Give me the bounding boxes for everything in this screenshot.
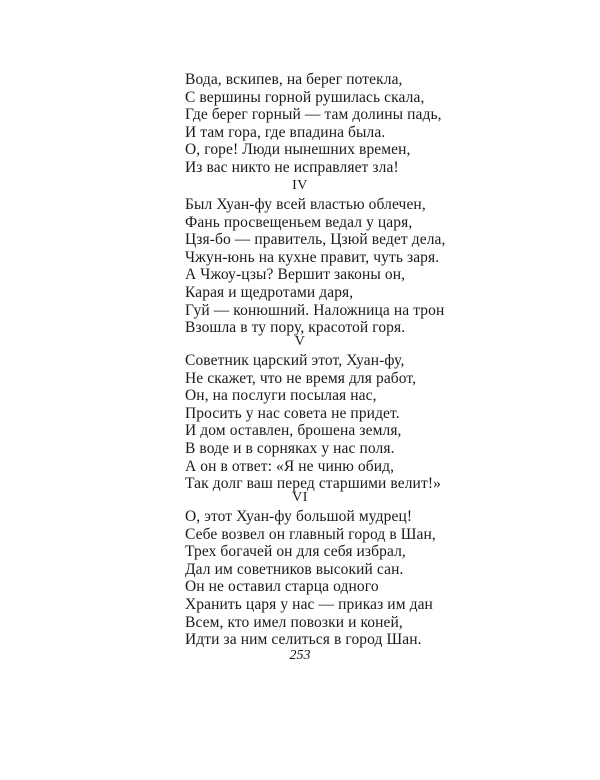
verse-line: А Чжоу-цзы? Вершит законы он, xyxy=(185,266,406,284)
verse-line: Гуй — конюшний. Наложница на трон xyxy=(185,301,445,319)
verse-line: О, этот Хуан-фу большой мудрец! xyxy=(185,508,413,525)
verse-line: Где берег горный — там долины падь, xyxy=(185,106,442,124)
verse-line: Карая и щедротами даря, xyxy=(185,283,354,301)
verse-line: Себе возвел он главный город в Шан, xyxy=(185,525,436,543)
verse-line: Он не оставил старца одного xyxy=(185,578,379,596)
stanza-heading: V xyxy=(294,334,306,349)
verse-line: Цзя-бо — правитель, Цзюй ведет дела, xyxy=(185,231,446,249)
verse-line: В воде и в сорняках у нас поля. xyxy=(185,439,395,457)
stanza-heading: IV xyxy=(292,178,308,193)
stanza xyxy=(185,508,436,649)
stanza xyxy=(185,71,442,177)
verse-line: Взошла в ту пору, красотой горя. xyxy=(185,319,406,337)
page-number: 253 xyxy=(289,648,311,663)
verse-line: Так долг ваш перед старшими велит!» xyxy=(185,475,441,493)
verse-line: Вода, вскипев, на берег потекла, xyxy=(185,71,403,88)
stanza-heading: VI xyxy=(292,490,308,505)
stanza xyxy=(185,352,441,493)
verse-line: Идти за ним селиться в город Шан. xyxy=(185,631,422,649)
verse-line: И там гора, где впадина была. xyxy=(185,123,386,141)
verse-line: Просить у нас совета не придет. xyxy=(185,404,400,422)
verse-line: Был Хуан-фу всей властью облечен, xyxy=(185,196,426,213)
verse-line: Дал им советников высокий сан. xyxy=(185,560,404,578)
verse-line: Из вас никто не исправляет зла! xyxy=(185,158,399,176)
verse-line: А он в ответ: «Я не чиню обид, xyxy=(185,457,395,475)
verse-line: С вершины горной рушилась скала, xyxy=(185,88,425,106)
verse-line: Советник царский этот, Хуан-фу, xyxy=(185,352,405,369)
verse-line: И дом оставлен, брошена земля, xyxy=(185,422,402,440)
verse-line: О, горе! Люди нынешних времен, xyxy=(185,141,411,159)
verse-line: Не скажет, что не время для работ, xyxy=(185,369,417,387)
verse-line: Хранить царя у нас — приказ им дан xyxy=(185,595,433,613)
verse-line: Он, на послуги посылая нас, xyxy=(185,387,377,405)
stanza xyxy=(185,196,445,337)
verse-line: Чжун-юнь на кухне правит, чуть заря. xyxy=(185,248,440,266)
verse-line: Фань просвещеньем ведал у царя, xyxy=(185,213,413,231)
verse-line: Трех богачей он для себя избрал, xyxy=(185,543,406,561)
verse-line: Всем, кто имел повозки и коней, xyxy=(185,613,403,631)
